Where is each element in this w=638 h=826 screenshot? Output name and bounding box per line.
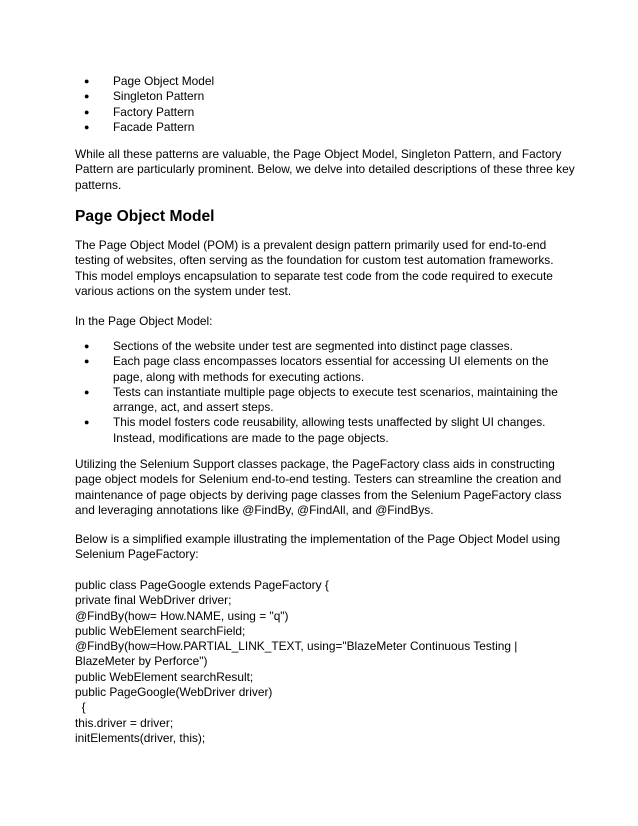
- code-line: public class PageGoogle extends PageFactory {: [75, 578, 329, 592]
- pagefactory-paragraph: Utilizing the Selenium Support classes package, the PageFactory class aids in constructing page object models for Selenium end-to-end testing. Testers can streamline the creation and maintenance of page objects by deriving page classes from the Selenium PageFactory class and leveraging annotations like @FindBy, @FindAll, and @FindBys.: [75, 457, 562, 517]
- code-line: this.driver = driver;: [75, 715, 174, 730]
- code-line: private final WebDriver driver;: [75, 593, 232, 608]
- list-item: ● Each page class encompasses locators essential for accessing UI elements on the page, along with methods for executing actions.: [84, 354, 564, 385]
- list-item: ● Tests can instantiate multiple page objects to execute test scenarios, maintaining the arrange, act, and assert steps.: [84, 385, 564, 416]
- list-item: ● Page Object Model: [84, 74, 564, 89]
- code-line: public WebElement searchResult;: [75, 669, 254, 684]
- pom-lead: In the Page Object Model:: [75, 314, 213, 328]
- patterns-list: [84, 74, 564, 135]
- example-intro: Below is a simplified example illustrating the implementation of the Page Object Model using Selenium PageFactory:: [75, 532, 561, 562]
- code-line: public WebElement searchField;: [75, 623, 246, 638]
- code-line: public PageGoogle(WebDriver driver): [75, 685, 273, 700]
- pom-points-list: [84, 339, 564, 446]
- list-item: ● Facade Pattern: [84, 120, 564, 135]
- list-item: ● Singleton Pattern: [84, 89, 564, 104]
- code-line: initElements(driver, this);: [75, 730, 206, 745]
- intro-paragraph: While all these patterns are valuable, the Page Object Model, Singleton Pattern, and Factory Pattern are particularly prominent. Below, we delve into detailed descriptions of these three key patterns.: [75, 147, 575, 192]
- pom-description: The Page Object Model (POM) is a prevalent design pattern primarily used for end-to-end testing of websites, often serving as the foundation for custom test automation frameworks. This model employs encapsulation to separate test code from the code required to execute various actions on the system under test.: [75, 238, 554, 298]
- list-item: ● Factory Pattern: [84, 105, 564, 120]
- list-item: ● Sections of the website under test are segmented into distinct page classes.: [84, 339, 564, 354]
- code-example: [75, 578, 575, 746]
- code-line: {: [75, 700, 86, 715]
- list-item: ● This model fosters code reusability, allowing tests unaffected by slight UI changes. Instead, modifications are made to the page objects.: [84, 415, 564, 446]
- section-heading: Page Object Model: [75, 208, 215, 225]
- code-line: @FindBy(how=How.PARTIAL_LINK_TEXT, using="BlazeMeter Continuous Testing | BlazeMeter by Perforce"): [75, 639, 521, 669]
- code-line: @FindBy(how= How.NAME, using = "q"): [75, 608, 289, 623]
